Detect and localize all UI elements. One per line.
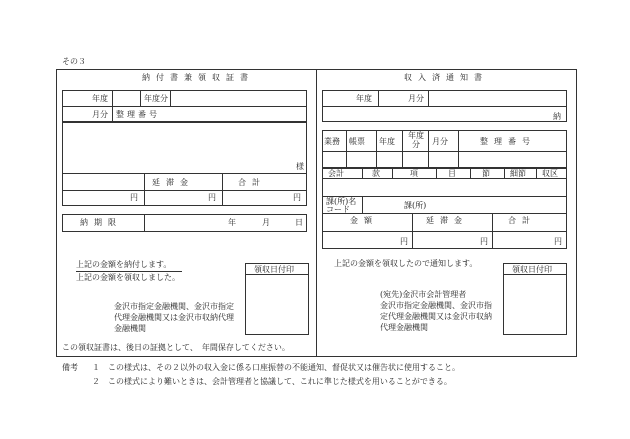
notice-total-label: 合計 bbox=[508, 216, 536, 225]
header-year-share: 年度分 bbox=[408, 131, 424, 149]
remark-1-num: １ bbox=[92, 363, 100, 372]
due-year-label: 年 bbox=[228, 218, 236, 227]
due-month-label: 月 bbox=[262, 218, 270, 227]
delinquency-fee-label: 延滞金 bbox=[152, 178, 194, 187]
notice-month-share-label: 月分 bbox=[408, 94, 424, 103]
due-day-label: 日 bbox=[295, 218, 303, 227]
notice-delinquency-label: 延滞金 bbox=[426, 216, 468, 225]
notice-yen-delinquency: 円 bbox=[480, 237, 488, 246]
account-header-subsection: 細節 bbox=[510, 169, 526, 178]
section-name-label: 課(所)名 bbox=[326, 197, 357, 206]
header-reference-number: 整理番号 bbox=[480, 137, 536, 146]
payment-label: 納 bbox=[553, 112, 561, 121]
yen-label-delinquency: 円 bbox=[208, 193, 216, 202]
remark-2-num: ２ bbox=[92, 377, 100, 386]
header-ledger: 帳票 bbox=[349, 137, 365, 146]
addressee-line-4: 代理金融機関 bbox=[380, 323, 428, 332]
notice-fiscal-year-label: 年度 bbox=[356, 94, 372, 103]
business-code-table bbox=[322, 130, 567, 168]
remark-1-text: この様式は、その２以外の収入金に係る口座振替の不能通知、督促状又は催告状に使用すること。 bbox=[108, 363, 460, 372]
account-header-revenue-class: 収区 bbox=[542, 169, 558, 178]
addressee-line-1: (宛先)金沢市会計管理者 bbox=[380, 290, 467, 299]
yen-label-total: 円 bbox=[293, 193, 301, 202]
yen-label-principal: 円 bbox=[130, 193, 138, 202]
notice-text: 上記の金額を領収したので通知します。 bbox=[334, 259, 478, 268]
account-header-subitem: 目 bbox=[448, 169, 456, 178]
payer-amount-table bbox=[62, 122, 307, 206]
notice-title: 収入済通知書 bbox=[404, 73, 488, 82]
month-share-label: 月分 bbox=[92, 110, 108, 119]
section-code-label: コード bbox=[326, 205, 350, 214]
header-month-share: 月分 bbox=[432, 137, 448, 146]
received-text: 上記の金額を領収しました。 bbox=[76, 273, 180, 282]
notice-stamp-label: 領収日付印 bbox=[512, 265, 552, 274]
addressee-line-3: 定代理金融機関又は金沢市収納 bbox=[380, 312, 492, 321]
fiscal-year-label: 年度 bbox=[92, 94, 108, 103]
section-label: 課(所) bbox=[404, 201, 427, 210]
addressee-line-2: 金沢市指定金融機関、金沢市指 bbox=[380, 301, 492, 310]
paid-text: 上記の金額を納付します。 bbox=[76, 260, 172, 269]
account-header-article: 款 bbox=[372, 169, 380, 178]
institution-line-2: 代理金融機関又は金沢市収納代理 bbox=[114, 313, 234, 322]
form-divider bbox=[316, 69, 317, 357]
header-year: 年度 bbox=[379, 137, 395, 146]
due-date-label: 納期限 bbox=[80, 218, 122, 227]
institution-line-1: 金沢市指定金融機関、金沢市指定 bbox=[114, 302, 234, 311]
keep-notice: この領収証書は、後日の証拠として、 年間保存してください。 bbox=[62, 343, 290, 352]
remarks-label: 備考 bbox=[62, 363, 78, 372]
receipt-title: 納付書兼領収証書 bbox=[142, 73, 254, 82]
notice-yen-total: 円 bbox=[554, 237, 562, 246]
account-header-item: 項 bbox=[410, 169, 418, 178]
fiscal-year-share-label: 年度分 bbox=[144, 94, 168, 103]
account-header-section: 節 bbox=[482, 169, 490, 178]
reference-number-label: 整理番号 bbox=[116, 110, 160, 119]
institution-line-3: 金融機関 bbox=[114, 324, 146, 333]
receipt-stamp-label: 領収日付印 bbox=[254, 265, 294, 274]
total-label: 合計 bbox=[238, 178, 266, 187]
honorific-label: 様 bbox=[296, 162, 304, 171]
remark-2-text: この様式により難いときは、会計管理者と協議して、これに準じた様式を用いることができる。 bbox=[108, 377, 452, 386]
header-business: 業務 bbox=[324, 137, 340, 146]
notice-yen-amount: 円 bbox=[400, 237, 408, 246]
amount-label: 金額 bbox=[350, 216, 378, 225]
form-number: その３ bbox=[62, 57, 86, 66]
account-header-accounting: 会計 bbox=[328, 169, 344, 178]
